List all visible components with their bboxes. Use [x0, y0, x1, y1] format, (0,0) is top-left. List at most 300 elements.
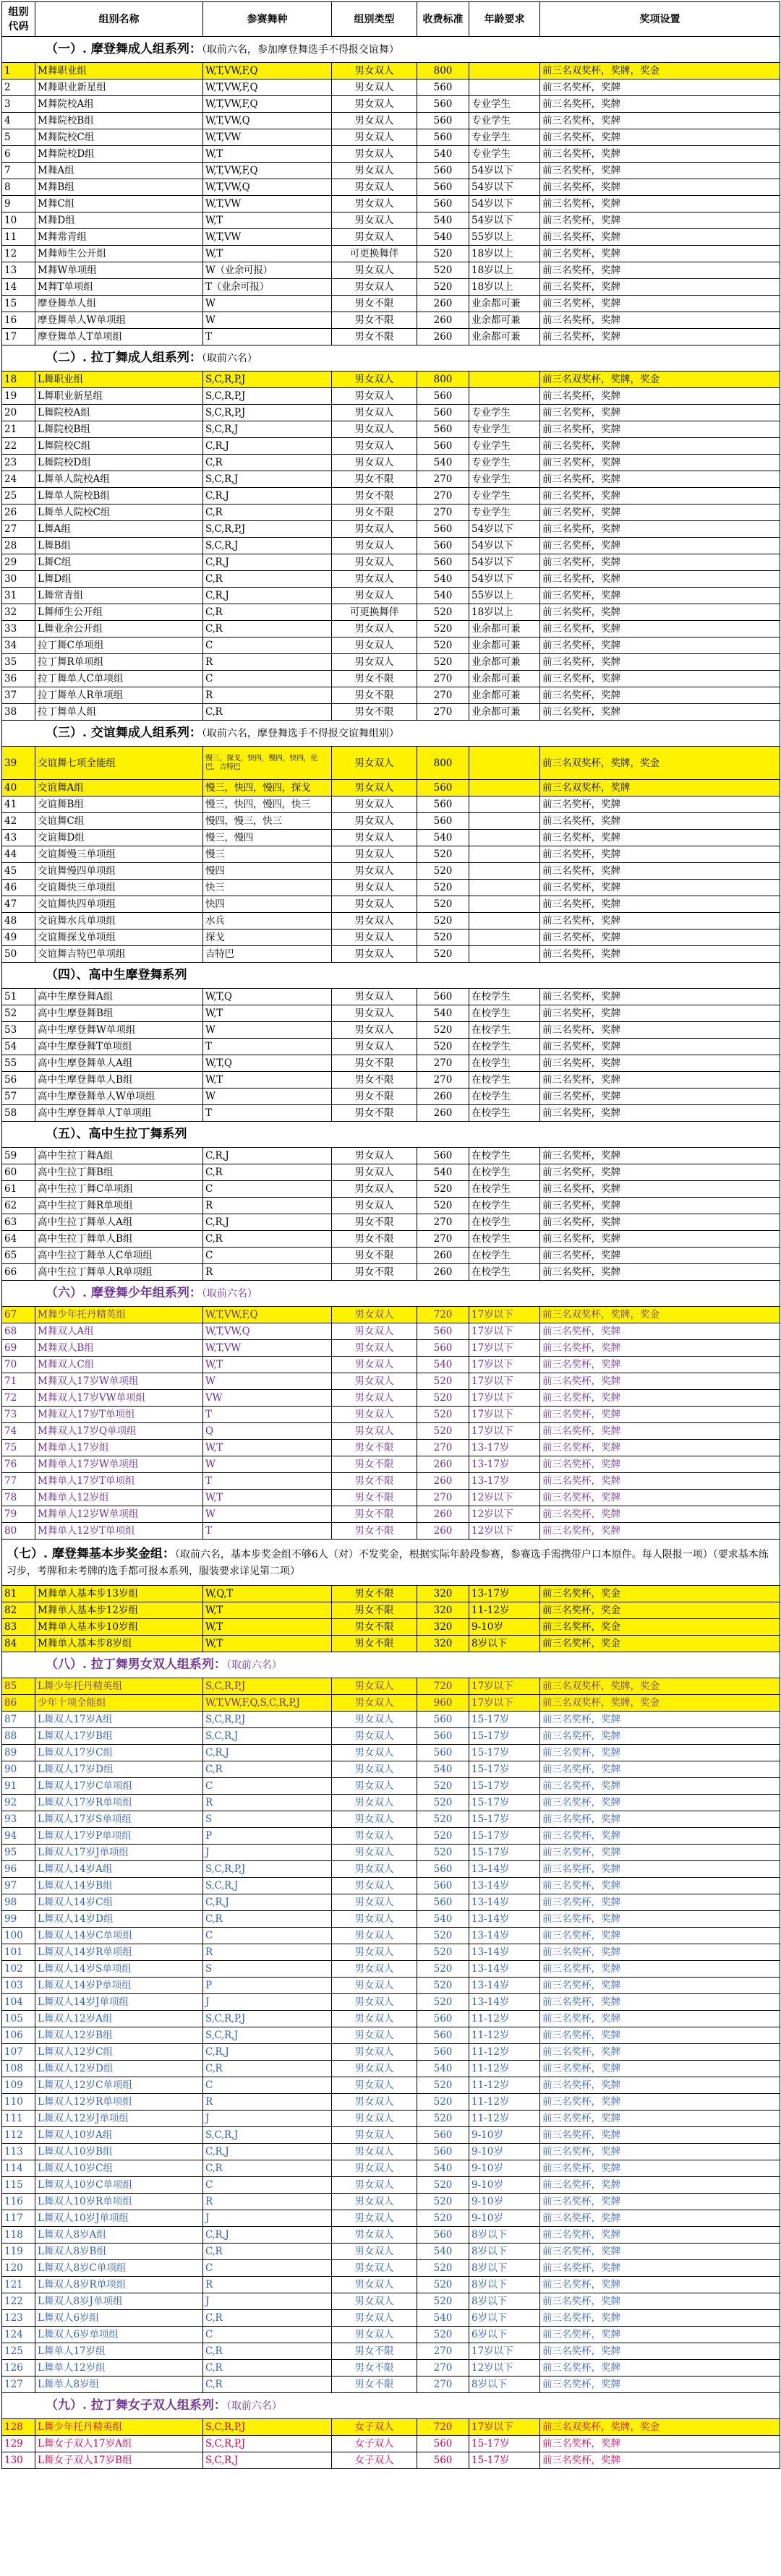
cell-name: L舞双人14岁S单项组: [35, 1961, 203, 1978]
table-row: [2, 2293, 780, 2310]
table-row: [2, 687, 780, 704]
cell-age: 13-14岁: [469, 1894, 540, 1911]
cell-fee: 540: [417, 830, 469, 846]
cell-name: L舞双人14岁P单项组: [35, 1978, 203, 1994]
cell-fee: 520: [417, 2194, 469, 2210]
section-title-cell: [2, 37, 780, 63]
cell-age: 15-17岁: [469, 1728, 540, 1745]
cell-award: 前三名奖杯，奖牌: [540, 329, 780, 345]
cell-age: 11-12岁: [469, 2044, 540, 2061]
cell-code: 92: [2, 1795, 35, 1811]
cell-type: 男女双人: [332, 2277, 417, 2293]
cell-age: 13-17岁: [469, 1473, 540, 1490]
cell-age: 业余都可兼: [469, 654, 540, 671]
cell-dance: R: [203, 2094, 332, 2111]
cell-type: 男女不限: [332, 2377, 417, 2393]
table-row: [2, 372, 780, 388]
cell-name: 摩登舞单人W单项组: [35, 312, 203, 329]
section-title: （六）. 摩登舞少年组系列：: [46, 1286, 202, 1300]
cell-dance: W,T,VW,Q: [203, 1323, 332, 1340]
cell-fee: 560: [417, 421, 469, 438]
cell-age: 在校学生: [469, 1231, 540, 1248]
cell-type: 男女双人: [332, 1944, 417, 1961]
section-title: （三）. 交谊舞成人组系列：: [46, 726, 202, 740]
cell-name: L舞少年托丹精英组: [35, 1678, 203, 1695]
header-name: 组别名称: [35, 2, 203, 37]
cell-age: 在校学生: [469, 1198, 540, 1214]
cell-award: 前三名奖杯，奖牌: [540, 1231, 780, 1248]
cell-name: L舞双人8岁C单项组: [35, 2260, 203, 2277]
cell-dance: W,T: [203, 1602, 332, 1619]
cell-code: 89: [2, 1745, 35, 1761]
cell-name: L舞院校B组: [35, 421, 203, 438]
cell-award: 前三名奖杯，奖金: [540, 1602, 780, 1619]
cell-award: 前三名奖杯，奖牌: [540, 1928, 780, 1944]
cell-age: 54岁以下: [469, 538, 540, 554]
cell-dance: S,C,R,P,J: [203, 405, 332, 421]
cell-fee: 800: [417, 372, 469, 388]
cell-age: 13-14岁: [469, 1911, 540, 1928]
table-row: [2, 113, 780, 129]
cell-code: 100: [2, 1928, 35, 1944]
cell-name: M舞单人17岁T单项组: [35, 1473, 203, 1490]
cell-age: 54岁以下: [469, 163, 540, 179]
cell-type: 男女双人: [332, 1423, 417, 1440]
cell-dance: W,T,VW,Q: [203, 113, 332, 129]
cell-fee: 520: [417, 1828, 469, 1845]
cell-age: 18岁以上: [469, 279, 540, 296]
cell-age: 17岁以下: [469, 1695, 540, 1712]
cell-name: M舞单人12岁组: [35, 1490, 203, 1506]
cell-dance: J: [203, 1994, 332, 2011]
table-row: [2, 2127, 780, 2144]
cell-fee: 270: [417, 2377, 469, 2393]
cell-name: 高中生摩登舞T单项组: [35, 1039, 203, 1055]
cell-award: 前三名奖杯，奖牌: [540, 212, 780, 229]
cell-fee: 260: [417, 1248, 469, 1264]
cell-name: 交谊舞七项全能组: [35, 747, 203, 780]
cell-name: M舞院校C组: [35, 129, 203, 146]
cell-age: 专业学生: [469, 113, 540, 129]
cell-award: 前三名奖杯，奖牌: [540, 421, 780, 438]
cell-fee: 270: [417, 488, 469, 505]
cell-award: 前三名奖杯，奖牌: [540, 2027, 780, 2044]
cell-type: 男女双人: [332, 797, 417, 813]
cell-dance: W: [203, 1456, 332, 1473]
cell-dance: C: [203, 2077, 332, 2094]
section-header: [2, 721, 780, 747]
cell-award: 前三名奖杯，奖牌: [540, 1022, 780, 1039]
cell-age: 13-17岁: [469, 1440, 540, 1456]
cell-fee: 520: [417, 1039, 469, 1055]
cell-name: L舞少年托丹精英组: [35, 2419, 203, 2436]
cell-dance: W（业余可报）: [203, 262, 332, 279]
cell-fee: 260: [417, 1089, 469, 1105]
cell-fee: 520: [417, 1407, 469, 1423]
table-row: [2, 312, 780, 329]
cell-code: 10: [2, 212, 35, 229]
table-row: [2, 505, 780, 521]
cell-dance: S,C,R,P,J: [203, 388, 332, 405]
cell-type: 男女双人: [332, 2327, 417, 2343]
table-row: [2, 1407, 780, 1423]
cell-type: 男女不限: [332, 329, 417, 345]
cell-type: 男女双人: [332, 1911, 417, 1928]
cell-code: 14: [2, 279, 35, 296]
cell-age: 8岁以下: [469, 2277, 540, 2293]
cell-dance: C,R: [203, 2310, 332, 2327]
cell-award: 前三名奖杯，奖牌: [540, 880, 780, 896]
cell-dance: C: [203, 671, 332, 687]
table-body: [2, 37, 780, 2469]
table-row: [2, 2160, 780, 2177]
cell-age: [469, 896, 540, 913]
cell-code: 121: [2, 2277, 35, 2293]
cell-age: [469, 880, 540, 896]
cell-dance: C,R: [203, 1761, 332, 1778]
cell-name: L舞双人12岁D组: [35, 2061, 203, 2077]
cell-fee: 560: [417, 797, 469, 813]
section-header: [2, 1281, 780, 1307]
cell-name: 拉丁舞R单项组: [35, 654, 203, 671]
cell-fee: 560: [417, 405, 469, 421]
cell-dance: W,T: [203, 1440, 332, 1456]
table-row: [2, 1214, 780, 1231]
table-row: [2, 2452, 780, 2469]
cell-dance: Q: [203, 1423, 332, 1440]
cell-dance: W,T: [203, 146, 332, 163]
cell-age: 9-10岁: [469, 2210, 540, 2227]
cell-name: L舞单人17岁组: [35, 2343, 203, 2360]
cell-fee: 560: [417, 196, 469, 212]
cell-dance: C: [203, 2260, 332, 2277]
cell-code: 9: [2, 196, 35, 212]
cell-code: 34: [2, 637, 35, 654]
cell-name: M舞双人17岁VW单项组: [35, 1390, 203, 1407]
cell-code: 22: [2, 438, 35, 455]
cell-age: 12岁以下: [469, 1490, 540, 1506]
cell-age: 在校学生: [469, 1022, 540, 1039]
cell-fee: 270: [417, 687, 469, 704]
cell-name: M舞院校A组: [35, 96, 203, 113]
cell-name: L舞双人10岁A组: [35, 2127, 203, 2144]
cell-type: 男女双人: [332, 1828, 417, 1845]
cell-award: 前三名奖杯，奖牌: [540, 471, 780, 488]
cell-code: 116: [2, 2194, 35, 2210]
cell-name: L舞双人17岁S单项组: [35, 1811, 203, 1828]
cell-award: 前三名奖杯，奖牌: [540, 2127, 780, 2144]
cell-award: 前三名奖杯，奖牌: [540, 846, 780, 863]
cell-dance: C,R,J: [203, 488, 332, 505]
table-row: [2, 1619, 780, 1636]
cell-type: 男女双人: [332, 80, 417, 96]
cell-dance: S,C,R,J: [203, 1728, 332, 1745]
cell-dance: 水兵: [203, 913, 332, 929]
cell-dance: R: [203, 1944, 332, 1961]
cell-type: 男女双人: [332, 2011, 417, 2027]
table-row: [2, 2436, 780, 2452]
cell-code: 51: [2, 989, 35, 1005]
cell-dance: C,R: [203, 704, 332, 721]
table-row: [2, 1928, 780, 1944]
cell-code: 3: [2, 96, 35, 113]
cell-award: 前三名奖杯，奖牌: [540, 2293, 780, 2310]
cell-award: 前三名奖杯，奖牌: [540, 2044, 780, 2061]
cell-dance: C,R,J: [203, 1214, 332, 1231]
cell-dance: S,C,R,P,J: [203, 1712, 332, 1728]
cell-fee: 270: [417, 471, 469, 488]
cell-dance: P: [203, 1828, 332, 1845]
cell-type: 男女不限: [332, 1602, 417, 1619]
cell-code: 101: [2, 1944, 35, 1961]
cell-type: 男女双人: [332, 113, 417, 129]
cell-type: 男女双人: [332, 1307, 417, 1323]
cell-name: M舞院校D组: [35, 146, 203, 163]
cell-award: 前三名奖杯，奖牌: [540, 2244, 780, 2260]
cell-age: 17岁以下: [469, 1340, 540, 1357]
cell-dance: 慢三: [203, 846, 332, 863]
table-row: [2, 1105, 780, 1122]
header-code: 组别代码: [2, 2, 35, 37]
cell-type: 男女双人: [332, 588, 417, 604]
cell-age: 8岁以下: [469, 2377, 540, 2393]
cell-dance: S: [203, 1961, 332, 1978]
cell-name: 高中生拉丁舞单人B组: [35, 1231, 203, 1248]
cell-name: 拉丁舞C单项组: [35, 637, 203, 654]
cell-name: L舞职业新星组: [35, 388, 203, 405]
table-row: [2, 1440, 780, 1456]
table-row: [2, 2327, 780, 2343]
cell-code: 77: [2, 1473, 35, 1490]
cell-dance: R: [203, 1264, 332, 1281]
section-title: （七）. 摩登舞基本步奖金组：: [7, 1546, 175, 1561]
table-row: [2, 2027, 780, 2044]
cell-type: 男女双人: [332, 63, 417, 80]
cell-type: 男女双人: [332, 2027, 417, 2044]
cell-type: 男女双人: [332, 212, 417, 229]
table-row: [2, 896, 780, 913]
section-note: （取前六名）: [201, 1288, 257, 1300]
cell-code: 129: [2, 2436, 35, 2452]
cell-type: 男女双人: [332, 1795, 417, 1811]
cell-fee: 520: [417, 913, 469, 929]
cell-name: 高中生摩登舞单人A组: [35, 1055, 203, 1072]
cell-age: 55岁以上: [469, 229, 540, 246]
cell-fee: 560: [417, 2027, 469, 2044]
cell-name: L舞双人10岁C组: [35, 2160, 203, 2177]
cell-award: 前三名奖杯，奖牌: [540, 2310, 780, 2327]
cell-fee: 560: [417, 1894, 469, 1911]
cell-dance: T: [203, 1039, 332, 1055]
table-row: [2, 637, 780, 654]
cell-dance: S,C,R,J: [203, 1878, 332, 1894]
section-header: [2, 963, 780, 989]
table-row: [2, 438, 780, 455]
cell-dance: C: [203, 1181, 332, 1198]
cell-fee: 800: [417, 63, 469, 80]
cell-age: 业余都可兼: [469, 296, 540, 312]
table-row: [2, 1778, 780, 1795]
cell-name: L舞单人院校B组: [35, 488, 203, 505]
cell-type: 男女双人: [332, 747, 417, 780]
cell-award: 前三名奖杯，奖牌: [540, 1214, 780, 1231]
cell-code: 82: [2, 1602, 35, 1619]
cell-award: 前三名奖杯，奖牌: [540, 279, 780, 296]
cell-age: 13-17岁: [469, 1586, 540, 1602]
cell-name: L舞双人12岁C组: [35, 2044, 203, 2061]
cell-code: 37: [2, 687, 35, 704]
cell-type: 男女双人: [332, 863, 417, 880]
cell-award: 前三名奖杯，奖牌: [540, 1340, 780, 1357]
table-row: [2, 671, 780, 687]
cell-type: 男女双人: [332, 929, 417, 946]
cell-award: 前三名奖杯，奖牌: [540, 163, 780, 179]
cell-code: 118: [2, 2227, 35, 2244]
cell-name: L舞双人8岁A组: [35, 2227, 203, 2244]
cell-code: 26: [2, 505, 35, 521]
cell-fee: 560: [417, 554, 469, 571]
cell-fee: 520: [417, 262, 469, 279]
table-row: [2, 421, 780, 438]
cell-fee: 260: [417, 1473, 469, 1490]
cell-type: 男女不限: [332, 2360, 417, 2377]
cell-age: 11-12岁: [469, 2011, 540, 2027]
cell-award: 前三名奖杯，奖牌: [540, 571, 780, 588]
cell-code: 63: [2, 1214, 35, 1231]
cell-name: L舞双人14岁D组: [35, 1911, 203, 1928]
cell-code: 67: [2, 1307, 35, 1323]
cell-fee: 560: [417, 80, 469, 96]
section-header: [2, 2393, 780, 2419]
cell-code: 46: [2, 880, 35, 896]
cell-dance: C,R,J: [203, 588, 332, 604]
cell-age: 在校学生: [469, 1214, 540, 1231]
cell-type: 男女双人: [332, 1845, 417, 1861]
section-note: （取前六名，基本步奖金组不够6人（对）不发奖金，根据实际年龄段参赛，参赛选手需携带户口本原件。每人限报一项）（要求基本练习步，考牌和未考牌的选手都可报本系列，服装要求详见第二项）: [7, 1548, 769, 1577]
header-fee: 收费标准: [417, 2, 469, 37]
cell-age: [469, 780, 540, 797]
cell-age: 专业学生: [469, 471, 540, 488]
cell-dance: 快三: [203, 880, 332, 896]
cell-award: 前三名奖杯，奖牌: [540, 1728, 780, 1745]
table-row: [2, 1845, 780, 1861]
cell-age: [469, 63, 540, 80]
cell-age: 11-12岁: [469, 2094, 540, 2111]
cell-dance: C,R: [203, 1231, 332, 1248]
cell-type: 女子双人: [332, 2436, 417, 2452]
cell-fee: 520: [417, 946, 469, 963]
cell-type: 男女双人: [332, 279, 417, 296]
cell-code: 115: [2, 2177, 35, 2194]
cell-age: 业余都可兼: [469, 671, 540, 687]
cell-award: 前三名奖杯，奖牌: [540, 80, 780, 96]
cell-fee: 560: [417, 538, 469, 554]
cell-name: M舞双人C组: [35, 1357, 203, 1373]
table-row: [2, 1248, 780, 1264]
cell-code: 41: [2, 797, 35, 813]
cell-code: 88: [2, 1728, 35, 1745]
cell-award: 前三名奖杯，奖牌: [540, 2260, 780, 2277]
cell-type: 男女双人: [332, 2260, 417, 2277]
cell-award: 前三名奖杯，奖牌: [540, 1164, 780, 1181]
cell-code: 54: [2, 1039, 35, 1055]
cell-dance: W,T,VW: [203, 129, 332, 146]
cell-dance: S,C,R,P,J: [203, 521, 332, 538]
cell-fee: 560: [417, 2227, 469, 2244]
cell-age: 8岁以下: [469, 2244, 540, 2260]
cell-award: 前三名奖杯，奖牌: [540, 196, 780, 212]
cell-code: 125: [2, 2343, 35, 2360]
cell-name: M舞单人基本步13岁组: [35, 1586, 203, 1602]
table-row: [2, 1148, 780, 1164]
cell-dance: 慢三，探戈，快四，慢四，快四，伦巴，吉特巴: [203, 747, 332, 780]
cell-dance: S,C,R,J: [203, 2127, 332, 2144]
cell-dance: C,R: [203, 2343, 332, 2360]
cell-code: 124: [2, 2327, 35, 2343]
cell-dance: C,R: [203, 455, 332, 471]
cell-award: 前三名奖杯，奖牌: [540, 1005, 780, 1022]
cell-name: M舞单人12岁W单项组: [35, 1506, 203, 1523]
cell-code: 16: [2, 312, 35, 329]
cell-name: 交谊舞吉特巴单项组: [35, 946, 203, 963]
cell-award: 前三名奖杯，奖牌: [540, 2177, 780, 2194]
cell-type: 男女双人: [332, 2061, 417, 2077]
table-row: [2, 2277, 780, 2293]
cell-age: 专业学生: [469, 405, 540, 421]
cell-fee: 520: [417, 1390, 469, 1407]
cell-dance: W,T: [203, 1619, 332, 1636]
cell-code: 94: [2, 1828, 35, 1845]
cell-type: 男女不限: [332, 1490, 417, 1506]
cell-name: L舞双人12岁J单项组: [35, 2111, 203, 2127]
table-row: [2, 1678, 780, 1695]
cell-award: 前三名奖杯，奖牌: [540, 2452, 780, 2469]
cell-award: 前三名奖杯，奖牌: [540, 1811, 780, 1828]
cell-dance: J: [203, 2293, 332, 2310]
cell-code: 79: [2, 1506, 35, 1523]
cell-age: 17岁以下: [469, 1678, 540, 1695]
cell-name: L舞双人17岁C单项组: [35, 1778, 203, 1795]
header-type: 组别类型: [332, 2, 417, 37]
cell-age: 8岁以下: [469, 2293, 540, 2310]
section-note: （取前六名，参加摩登舞选手不得报交谊舞）: [201, 44, 399, 56]
cell-code: 127: [2, 2377, 35, 2393]
cell-code: 13: [2, 262, 35, 279]
table-row: [2, 1164, 780, 1181]
cell-age: [469, 846, 540, 863]
cell-name: L舞院校A组: [35, 405, 203, 421]
cell-award: 前三名奖杯，奖牌: [540, 1198, 780, 1214]
cell-fee: 540: [417, 1357, 469, 1373]
cell-fee: 540: [417, 2061, 469, 2077]
cell-award: 前三名奖杯，奖牌: [540, 1961, 780, 1978]
cell-dance: 慢四: [203, 863, 332, 880]
cell-age: [469, 913, 540, 929]
cell-fee: 560: [417, 1861, 469, 1878]
cell-award: 前三名奖杯，奖牌: [540, 1745, 780, 1761]
cell-dance: C: [203, 2327, 332, 2343]
cell-name: M舞单人基本步12岁组: [35, 1602, 203, 1619]
cell-type: 男女不限: [332, 1586, 417, 1602]
cell-fee: 270: [417, 2360, 469, 2377]
cell-award: 前三名奖杯，奖牌: [540, 438, 780, 455]
cell-fee: 260: [417, 1105, 469, 1122]
cell-dance: W,T: [203, 1357, 332, 1373]
table-row: [2, 1089, 780, 1105]
table-row: [2, 747, 780, 780]
cell-fee: 270: [417, 1055, 469, 1072]
cell-dance: J: [203, 1845, 332, 1861]
